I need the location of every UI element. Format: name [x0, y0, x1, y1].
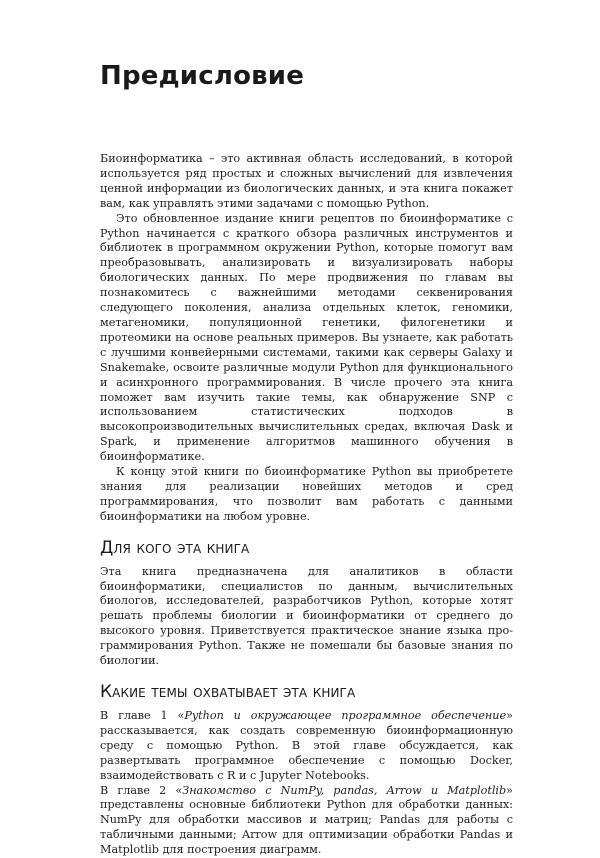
chapter-1-summary: В главе 1 «Python и окружающее программное обеспечение» рассказывается, как создать современную биоинформационную среду с помощью Python. В этой главе обсуждается, как развертывать программное обеспечение с помощью Docker, взаимодействовать с R и с Jupyter Notebooks. [100, 709, 513, 782]
chapter-title: Предисловие [100, 61, 305, 91]
section-heading-topics: Какие темы охватывает эта книга [100, 682, 356, 702]
intro-paragraph-3: К концу этой книги по биоинформатике Python вы приобретете знания для реализации новейших методов и сред программирования, что позволит вам работать с данными биоинформатики на любом уровне. [100, 465, 513, 523]
chapter-2-title: Знакомство с NumPy, pandas, Arrow и Matplotlib [182, 783, 507, 797]
intro-paragraph-1: Биоинформатика – это активная область исследований, в которой используется ряд простых и сложных вычислений для извлечения ценной информации из биологических данных, и эта книга покажет вам, как управлять этими задачами с помощью Python. [100, 152, 513, 210]
intro-paragraph-2: Это обновленное издание книги рецептов по биоинформатике с Python начинается с краткого обзора различных инструментов и библиотек в программном окружении Python, которые помогут вам преобразовывать, анализировать и визуализировать наборы биологических данных. По мере продвижения по главам вы познакомитесь с важнейшими методами секвенирования следующего поколения, анализа отдельных клеток, геномики, метагеномики, популяционной генетики, филогенетики и протеомики на основе реальных примеров. Вы узнаете, как работать с лучшими конвейерными системами, такими как серверы Galaxy и Snakemake, освоите различные модули Python для функционального и асинхронного программирования. В числе прочего эта книга поможет вам изучить такие темы, как обнаружение SNP с использованием статистических подходов в высокопроизводительных вычислительных средах, включая Dask и Spark, и применение алгоритмов машинного обучения в биоинформатике. [100, 211, 513, 464]
chapter-2-summary: В главе 2 «Знакомство с NumPy, pandas, Arrow и Matplotlib» представлены основные библиотеки Python для обработки данных: NumPy для обработки массивов и матриц; Pandas для работы с табличными данными; Arrow для оптимизации обработки Pandas и Matplotlib для построения диаграмм. [100, 783, 513, 857]
audience-paragraph: Эта книга предназначена для аналитиков в области биоинформатики, специалистов по данным, вычислительных биологов, исследователей, разработчиков Python, которые хотят решать проблемы биологии и биоинформатики от среднего до высокого уровня. Приветствуется практическое знание языка программирования Python. Также не помешали бы базовые знания по биологии. [100, 564, 513, 668]
page-body [100, 152, 513, 858]
section-heading-audience: Для кого эта книга [100, 537, 250, 558]
chapter-1-title: Python и окружающее программное обеспечение [184, 709, 507, 722]
